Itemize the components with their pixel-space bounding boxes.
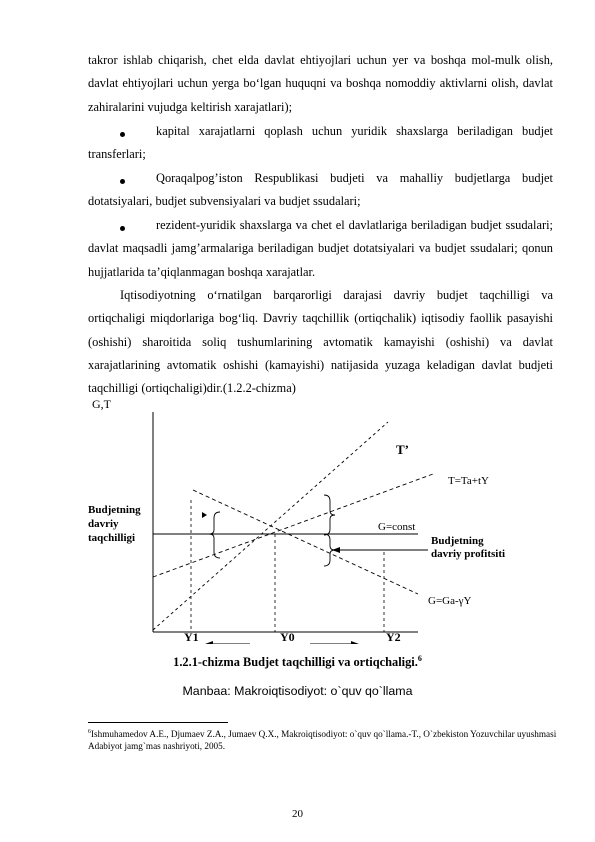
caption-footnote-mark: 6: [417, 654, 422, 663]
paragraph-stability: Iqtisodiyotning o‘rnatilgan barqarorligi darajasi davriy budjet taqchilligi va ortiqchaligi miqdorlariga bog‘liq. Davriy taqchillik (ortiqchalik) iqtisodiy faollik pasayishi (oshishi) sharoitida soliq tushumlarining avtomatik kamayishi (oshishi) va davlat xarajatlarining avtomatik oshishi (kamayishi) natijasida yuzaga keladigan davlat budjeti taqchilligi (ortiqchaligi)dir.(1.2.2-chizma): [88, 288, 553, 396]
tax-line-label: T=Ta+tY: [448, 475, 489, 487]
bullet-subsidies: Qoraqalpog’iston Respublikasi budjeti va mahalliy budjetlarga budjet dotatsiyalari, budjet subvensiyalari va budjet ssudalari;: [88, 171, 553, 209]
deficit-pointer-icon: [202, 512, 207, 518]
x-label-y0: Y0: [280, 630, 295, 644]
g-const-label: G=const: [378, 521, 416, 533]
surplus-label-line2: davriy profitsiti: [431, 548, 506, 560]
budget-deficit-diagram: [88, 392, 528, 644]
figure-source: Manbaa: Makroiqtisodiyot: o`quv qo`llama: [182, 684, 413, 698]
footnote: [88, 726, 558, 752]
bullet-capital-transfers: kapital xarajatlarni qoplash uchun yuridik shaxslarga beriladigan budjet transferlari;: [88, 124, 553, 162]
figure-caption: [0, 654, 595, 670]
footnote-rule: [88, 722, 228, 723]
deficit-label-line1: Budjetning: [88, 504, 141, 516]
g-decreasing-label: G=Ga-γY: [428, 595, 472, 607]
footnote-text: Ishmuhamedov A.E., Djumaev Z.A., Jumaev Q.X., Makroiqtisodiyot: o`quv qo`llama.-T., O`zbekiston Yozuvchilar uyushmasi Adabiyot jamg`mas nashriyoti, 2005.: [88, 729, 557, 752]
caption-text: 1.2.1-chizma Budjet taqchilligi va ortiqchaligi.: [173, 655, 418, 670]
bullet-loans: rezident-yuridik shaxslarga va chet el davlatlariga beriladigan budjet ssudalari; davlat maqsadli jamg’armalariga beriladigan budjet dotatsiyalari va budjet ssudalari; qonun hujjatlarida ta’qiqlanmagan boshqa xarajatlar.: [88, 218, 553, 279]
x-label-y1: Y1: [184, 630, 199, 644]
t-prime-label: T’: [396, 442, 409, 457]
deficit-brace: [209, 512, 220, 558]
y-axis-label: G,T: [92, 397, 111, 411]
deficit-label-line3: taqchilligi: [88, 532, 136, 544]
paragraph-expenses-continued: takror ishlab chiqarish, chet elda davlat ehtiyojlari uchun yer va boshqa mol-mulk olish, davlat ehtiyojlari uchun yerga bo‘lgan huquqni va boshqa nomoddiy aktivlarni olish, davlat zahiralarini vujudga keltirish xarajatlari);: [88, 53, 553, 114]
surplus-brace-upper: [324, 495, 335, 535]
deficit-label-line2: davriy: [88, 518, 119, 530]
page-number: 20: [292, 808, 303, 820]
footnote-mark: 6: [88, 729, 91, 735]
x-label-y2: Y2: [386, 630, 401, 644]
surplus-label-line1: Budjetning: [431, 535, 484, 547]
